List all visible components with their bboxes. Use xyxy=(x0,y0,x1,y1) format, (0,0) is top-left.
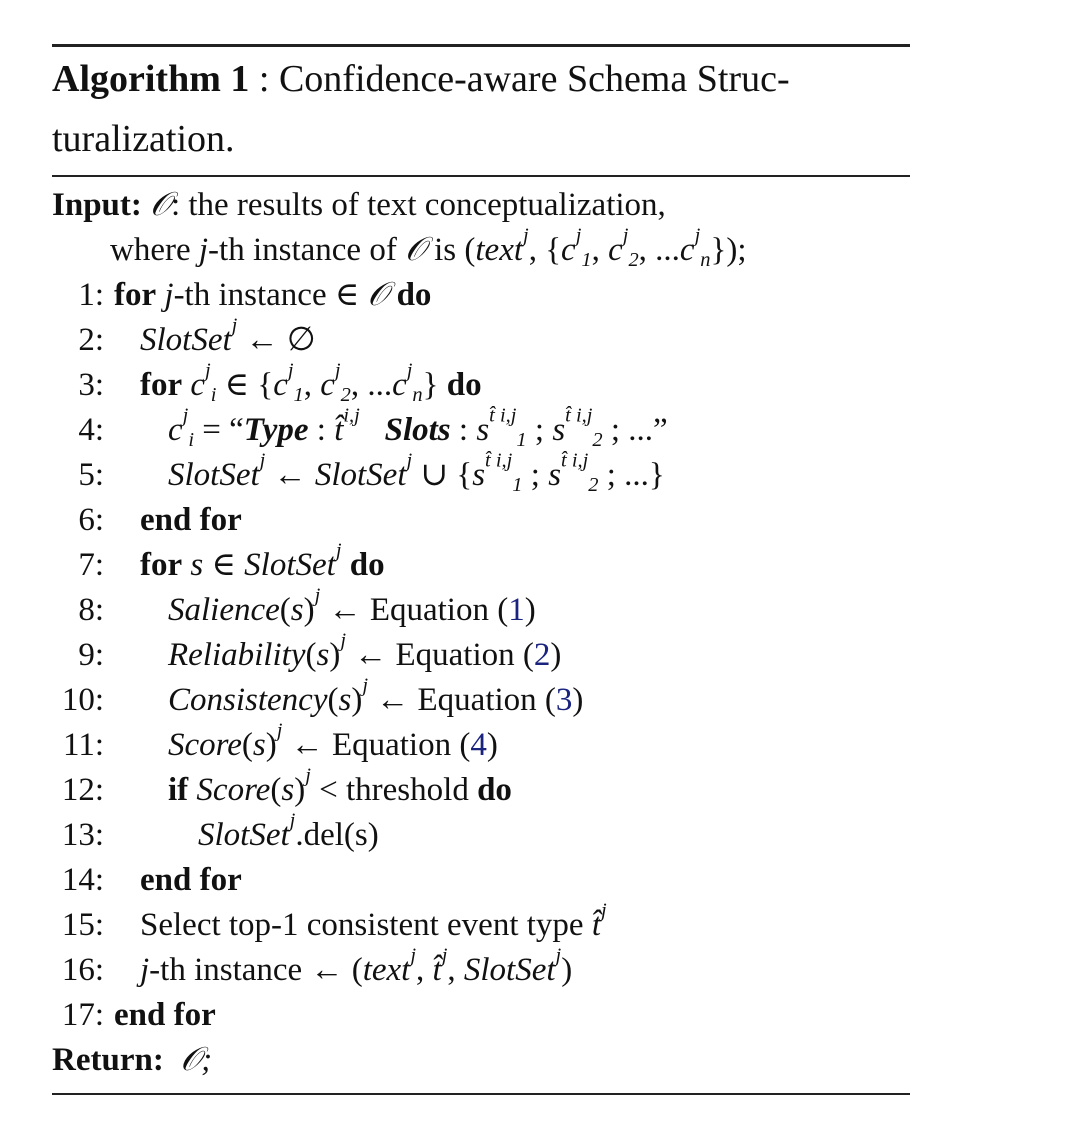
step-17: 17: end for xyxy=(52,993,910,1038)
bottom-rule xyxy=(52,1093,910,1095)
input-line-1 xyxy=(52,183,910,228)
input-desc: 𝒪: the results of text conceptualization, xyxy=(150,187,666,223)
input-label: Input: xyxy=(52,187,142,223)
line-number: 11: xyxy=(63,727,104,763)
return-line xyxy=(52,1038,910,1083)
line-number: 15: xyxy=(61,907,104,943)
equation-link-4[interactable]: 4 xyxy=(470,727,487,763)
line-number: 3: xyxy=(78,367,104,403)
line-number: 2: xyxy=(78,322,104,358)
title-separator: : xyxy=(258,58,270,100)
step-13: 13: SlotSet$^j$.del(s) xyxy=(52,813,910,858)
title-text-1: Confidence-aware Schema Struc- xyxy=(278,58,790,100)
line-number: 5: xyxy=(78,457,104,493)
equation-link-1[interactable]: 1 xyxy=(508,592,525,628)
line-number: 12: xyxy=(61,772,104,808)
step-9: 9: $Reliability(s)^j$ ← Equation (2) xyxy=(52,633,910,678)
equation-link-2[interactable]: 2 xyxy=(533,637,551,673)
step-12: 12: if $Score(s)^j$ < threshold do xyxy=(52,768,910,813)
step-3: 3: for $c^j_i$ ∈ {$c^j_1$, $c^j_2$, $...c^j_n$} do xyxy=(52,363,910,408)
step-11: 11: $Score(s)^j$ ← Equation (4) xyxy=(52,723,910,768)
algorithm-label: Algorithm 1 xyxy=(52,58,250,100)
title-text-2: turalization. xyxy=(52,118,235,160)
algorithm-title xyxy=(52,49,910,169)
step-14: 14: end for xyxy=(52,858,910,903)
return-value: 𝒪; xyxy=(180,1042,213,1078)
line-number: 6: xyxy=(78,502,104,538)
equation-link-3[interactable]: 3 xyxy=(555,682,573,718)
step-6: 6: end for xyxy=(52,498,910,543)
step-4: 4: $c^j_i$ = “Type : t̂$^{i,j}$ Slots : $s^{t̂ i,j}_1$ ; $s^{t̂ i,j}_2$ ; ...” xyxy=(52,408,910,453)
line-number: 9: xyxy=(78,637,104,673)
step-15: 15: Select top-1 consistent event type t̂$^j$ xyxy=(52,903,910,948)
input-line-2: where j-th instance of 𝒪 is (text$^j$, {$c^j_1$, $c^j_2$, $...c^j_n$}); xyxy=(110,224,747,272)
line-number: 1: xyxy=(78,277,104,313)
step-7: 7: for s ∈ SlotSet$^j$ do xyxy=(52,543,910,588)
algorithm-box xyxy=(52,44,910,1095)
line-number: 7: xyxy=(78,547,104,583)
line-number: 17: xyxy=(61,997,104,1033)
top-rule xyxy=(52,44,910,47)
step-8: 8: $Salience(s)^j$ ← Equation (1) xyxy=(52,588,910,633)
step-10: 10: $Consistency(s)^j$ ← Equation (3) xyxy=(52,678,910,723)
mid-rule xyxy=(52,175,910,177)
step-2: 2: SlotSet$^j$ ← ∅ xyxy=(52,318,910,363)
step-16: 16: j-th instance ← (text$^j$, t̂$^j$, SlotSet$^j$) xyxy=(52,948,910,993)
line-number: 4: xyxy=(78,412,104,448)
step-1: 1: for j-th instance ∈ 𝒪 do xyxy=(52,273,910,318)
line-number: 10: xyxy=(61,682,104,718)
step-5: 5: SlotSet$^j$ ← SlotSet$^j$ ∪ {$s^{t̂ i,j}_1$ ; $s^{t̂ i,j}_2$ ; ...} xyxy=(52,453,910,498)
line-number: 16: xyxy=(61,952,104,988)
line-number: 13: xyxy=(61,817,104,853)
return-label: Return: xyxy=(52,1042,164,1078)
line-number: 14: xyxy=(61,862,104,898)
line-number: 8: xyxy=(78,592,104,628)
